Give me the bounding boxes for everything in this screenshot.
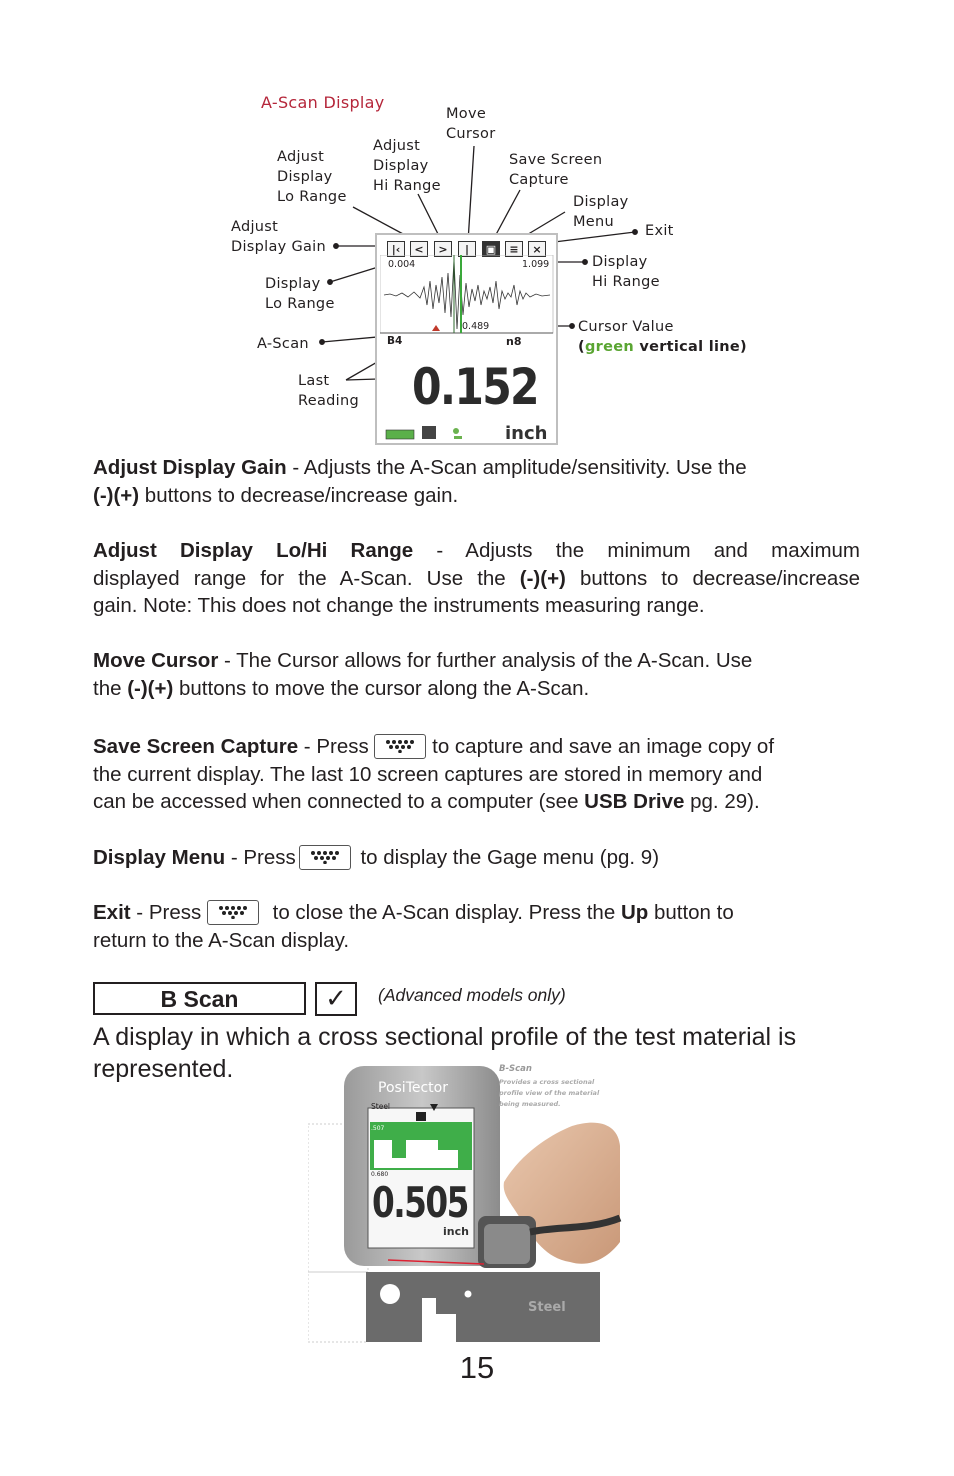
- exit-button[interactable]: ×: [528, 241, 546, 257]
- label-exit: Exit: [645, 223, 674, 239]
- label-last-reading: Last Reading: [298, 373, 359, 409]
- para-move-cursor: Move Cursor - The Cursor allows for further analysis of the A-Scan. Use the (-)(+) buttons to move the cursor along the A-Scan.: [93, 649, 753, 700]
- cursor-button[interactable]: |: [458, 241, 476, 257]
- save-capture-button[interactable]: ▣: [482, 241, 500, 257]
- top-value: .507: [371, 1125, 385, 1132]
- block-material-label: Steel: [528, 1300, 566, 1315]
- gain-button[interactable]: |‹: [387, 241, 405, 257]
- menu-button[interactable]: ≡: [505, 241, 523, 257]
- label-display-menu: Display Menu: [573, 194, 629, 230]
- para-save-capture: Save Screen Capture - Press to capture and save an image copy of the current display. The last 10 screen captures are stored in memory and can be accessed when connected to a computer (see USB Drive pg. 29).: [93, 735, 775, 813]
- lo-range-value: 0.004: [388, 259, 416, 270]
- caption-text: Provides a cross sectional profile view of the material being measured.: [499, 1078, 600, 1108]
- label-move-cursor: Move Cursor: [446, 106, 496, 142]
- label-display-lo-range: Display Lo Range: [265, 276, 335, 312]
- keypad-button-icon: [374, 734, 426, 759]
- page-number: 15: [459, 1350, 495, 1385]
- caption-title: B-Scan: [499, 1064, 532, 1074]
- lo-range-button[interactable]: <: [410, 241, 428, 257]
- bscan-unit: inch: [443, 1225, 469, 1238]
- reading-unit: inch: [505, 423, 548, 444]
- label-adjust-lo-range: Adjust Display Lo Range: [277, 149, 347, 205]
- low-value: 0.680: [371, 1171, 389, 1178]
- label-adjust-hi-range: Adjust Display Hi Range: [373, 138, 441, 194]
- para-adjust-gain: Adjust Display Gain - Adjusts the A-Scan amplitude/sensitivity. Use the (-)(+) buttons to decrease/increase gain.: [93, 456, 747, 507]
- bscan-description: A display in which a cross sectional profile of the test material is represented.: [93, 1023, 797, 1083]
- label-save-capture: Save Screen Capture: [509, 152, 603, 188]
- label-cursor-value: Cursor Value (green vertical line): [578, 319, 747, 355]
- hi-range-button[interactable]: >: [434, 241, 452, 257]
- para-display-menu: Display Menu - Press to display the Gage menu (pg. 9): [93, 846, 660, 869]
- label-adjust-gain: Adjust Display Gain: [231, 219, 326, 255]
- material-label: Steel: [371, 1102, 391, 1111]
- bscan-reading: 0.505: [372, 1178, 468, 1227]
- keypad-button-icon: [299, 845, 351, 870]
- n8-label: n8: [506, 335, 522, 348]
- hi-range-value: 1.099: [522, 259, 550, 270]
- last-reading-value: 0.152: [412, 358, 538, 416]
- para-adjust-range: Adjust Display Lo/Hi Range - Adjusts the minimum and maximum displayed range for the A-Scan. Use the (-)(+) buttons to decrease/increase gain. Note: This does not change the instruments measuring range.: [93, 539, 860, 617]
- para-exit: Exit - Press to close the A-Scan display. Press the Up button to return to the A-Scan display.: [93, 901, 734, 952]
- figure-title: A-Scan Display: [261, 93, 385, 112]
- check-icon: ✓: [315, 982, 357, 1016]
- keypad-button-icon: [207, 900, 259, 925]
- brand-logo: PosiTector: [378, 1080, 448, 1096]
- advanced-note: (Advanced models only): [378, 985, 566, 1005]
- bscan-header: B Scan: [93, 982, 306, 1015]
- label-display-hi-range: Display Hi Range: [592, 254, 660, 290]
- cursor-value-readout: 0.489: [462, 321, 490, 332]
- label-ascan: A-Scan: [257, 336, 309, 352]
- b4-label: B4: [387, 335, 403, 347]
